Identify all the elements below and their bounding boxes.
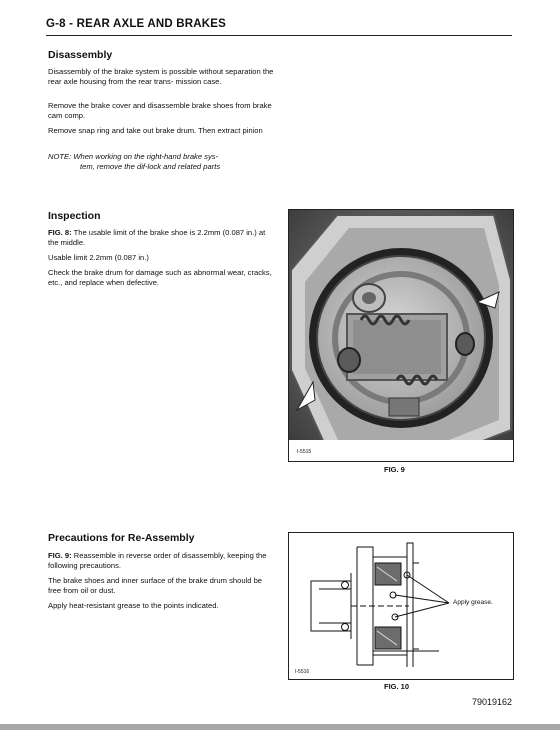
inspection-paragraph-1 xyxy=(48,228,274,248)
fig10-code: I-5516 xyxy=(295,669,310,675)
fig9-photo-frame xyxy=(288,209,514,462)
inspection-paragraph-1-text: The usable limit of the brake shoe is 2.2mm (0.087 in.) at the middle. xyxy=(48,228,266,247)
disassembly-paragraph-3: Remove snap ring and take out brake drum. Then extract pinion xyxy=(48,126,263,135)
disassembly-paragraph-1: Disassembly of the brake system is possible without separation the rear axle housing from the rear trans- mission case. xyxy=(48,67,274,86)
precautions-paragraph-2: The brake shoes and inner surface of the brake drum should be free from oil or dust. xyxy=(48,576,263,595)
inspection-paragraph-3: Check the brake drum for damage such as abnormal wear, cracks, etc., and replace when defective. xyxy=(48,268,272,287)
fig9-code: I-5515 xyxy=(297,449,312,455)
note-line-1: NOTE: When working on the right-hand brake sys- xyxy=(48,152,219,161)
bottom-bar xyxy=(0,724,560,730)
precautions-paragraph-1 xyxy=(48,551,274,571)
note-line-2: tem, remove the dif-lock and related parts xyxy=(80,162,221,171)
apply-grease-callout: Apply grease. xyxy=(453,599,493,606)
disassembly-heading: Disassembly xyxy=(48,49,113,61)
fig9-reference: FIG. 9: xyxy=(48,551,72,560)
disassembly-note xyxy=(48,152,274,172)
fig8-reference: FIG. 8: xyxy=(48,228,72,237)
inspection-heading: Inspection xyxy=(48,210,101,222)
disassembly-paragraph-2: Remove the brake cover and disassemble brake shoes from brake cam comp. xyxy=(48,101,272,120)
precautions-paragraph-1-text: Reassemble in reverse order of disassembly, keeping the following precautions. xyxy=(48,551,267,570)
fig9-caption: FIG. 9 xyxy=(384,465,405,474)
page-title: G-8 - REAR AXLE AND BRAKES xyxy=(46,18,227,30)
document-number: 79019162 xyxy=(471,697,512,707)
precautions-paragraph-3: Apply heat-resistant grease to the points indicated. xyxy=(48,601,219,610)
inspection-paragraph-2: Usable limit 2.2mm (0.087 in.) xyxy=(48,253,149,262)
fig10-diagram-frame xyxy=(288,532,514,680)
precautions-heading: Precautions for Re-Assembly xyxy=(48,532,195,544)
brake-assembly-photo xyxy=(289,210,513,461)
brake-cross-section-diagram xyxy=(289,533,513,679)
fig10-caption: FIG. 10 xyxy=(384,682,410,691)
header-divider xyxy=(46,35,512,36)
